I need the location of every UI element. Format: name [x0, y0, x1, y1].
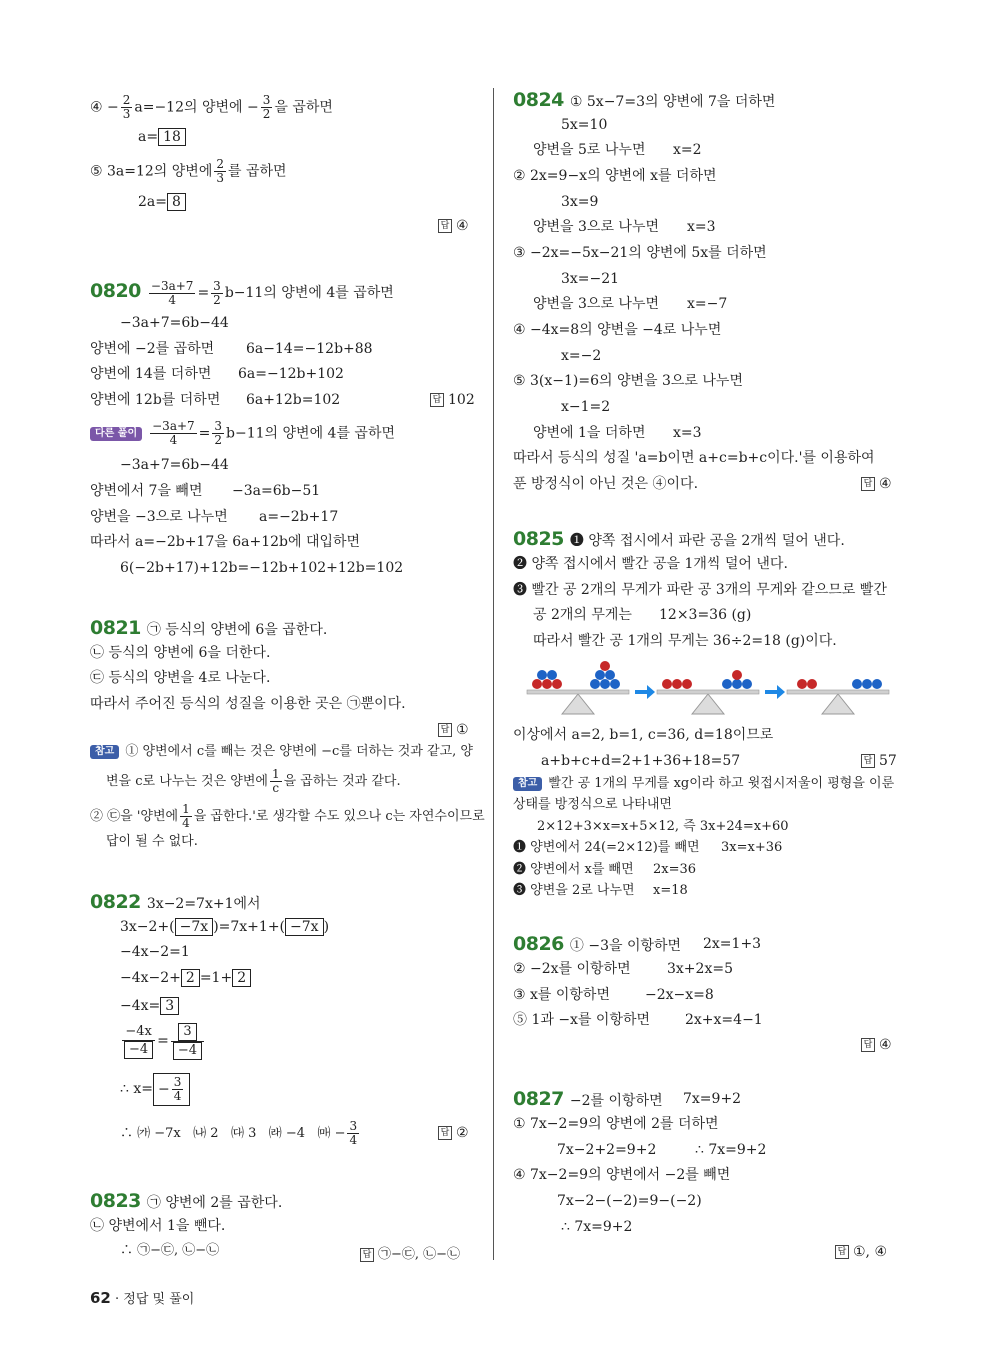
answer-value: ②: [456, 1125, 469, 1141]
blue-ball: [862, 679, 872, 689]
left-pan-balls: [532, 670, 562, 689]
answer-value: ①: [456, 722, 469, 738]
p0820-alt-line5: 6(−2b+17)+12b=−12b+102+12b=102: [120, 560, 404, 576]
fraction: [171, 1023, 204, 1060]
blue-ball: [600, 679, 610, 689]
page-number: 62: [90, 1289, 111, 1307]
text: ② ㉢을 '양변에: [90, 809, 179, 824]
p0827-line6: ∴ 7x=9+2: [561, 1219, 633, 1235]
p0820-line2-label: 양변에 −2를 곱하면: [90, 341, 215, 357]
fraction: [180, 803, 192, 830]
p0826-line3-eq: −2x−x=8: [645, 987, 714, 1003]
p0822-line1: [120, 917, 329, 937]
scale-base: [562, 694, 594, 714]
p0819-answer: [438, 218, 469, 234]
p0824-line9-label: 양변을 3으로 나누면: [533, 296, 659, 312]
numerator: 3: [262, 93, 271, 107]
blue-ball: [610, 679, 620, 689]
text: b−11의 양변에 4를 곱하면: [224, 285, 394, 301]
p0819-line2: [138, 127, 186, 147]
p0824-line14-eq: x=3: [673, 425, 702, 441]
numerator: 1: [271, 767, 280, 781]
p0825-line5: 따라서 빨간 공 1개의 무게는 36÷2=18 (g)이다.: [533, 633, 837, 649]
denominator: 2: [213, 292, 221, 307]
denominator: 2: [214, 433, 223, 447]
p0826-line2-eq: 3x+2x=5: [667, 961, 733, 977]
p0825-line4-label: 공 2개의 무게는: [533, 607, 632, 623]
p0826-line3-label: ③ x를 이항하면: [513, 987, 610, 1003]
answer-value: ④: [879, 1037, 892, 1053]
blue-ball: [537, 670, 547, 680]
answer-icon: 답: [861, 754, 875, 768]
p0820-alt-header: [90, 420, 395, 447]
answer-box: −4: [173, 1042, 202, 1060]
text: ① 양변에서 c를 빼는 것은 양변에 −c를 더하는 것과 같고, 양: [125, 744, 473, 759]
blue-ball: [872, 679, 882, 689]
p0822-answer: [438, 1125, 469, 1141]
fraction: [214, 158, 226, 185]
p0820-alt-line3-eq: a=−2b+17: [259, 509, 339, 525]
numerator: 2: [216, 157, 224, 171]
denominator: 4: [182, 816, 190, 830]
p0824-line8: 3x=−21: [561, 271, 620, 287]
answer-value: ㉠−㉢, ㉡−㉡: [378, 1247, 461, 1262]
p0827-answer: [835, 1244, 887, 1260]
p0820-line2-eq: 6a−14=−12b+88: [246, 341, 373, 357]
p0821-line2: ㉡ 등식의 양변에 6을 더한다.: [90, 645, 271, 661]
p0820-alt-line2-eq: −3a=6b−51: [232, 483, 321, 499]
p0819-line3: [90, 158, 287, 185]
p0825-note4-label: ❶ 양변에서 24(=2×12)를 빼면: [513, 840, 700, 855]
page-footer: [90, 1288, 194, 1307]
p0824-line5: 3x=9: [561, 194, 599, 210]
p0825-note4-eq: 3x=x+36: [721, 840, 783, 855]
text: 3x−2+(: [120, 919, 175, 935]
answer-box: −7x: [285, 918, 324, 936]
p0827-line2: ① 7x−2=9의 양변에 2를 더하면: [513, 1116, 719, 1132]
scale-beam: [527, 690, 629, 694]
p0825-line6: 이상에서 a=2, b=1, c=36, d=18이므로: [513, 727, 774, 743]
answer-icon: 답: [861, 1038, 875, 1052]
text: ∴ x=: [120, 1081, 153, 1097]
p0824-line15: 따라서 등식의 성질 'a=b이면 a+c=b+c이다.'를 이용하여: [513, 450, 875, 466]
red-ball: [542, 679, 552, 689]
right-pan-balls: [590, 661, 620, 689]
text: =1+: [199, 970, 233, 986]
text: −4x=: [120, 998, 161, 1014]
p0821-answer: [438, 722, 469, 738]
scale-beam: [657, 690, 759, 694]
answer-box: 3: [160, 997, 179, 1015]
p0820-line4-eq: 6a+12b=102: [246, 392, 341, 408]
text: a=: [138, 129, 159, 145]
red-ball: [600, 661, 610, 671]
red-ball: [672, 679, 682, 689]
p0824-line3-label: 양변을 5로 나누면: [533, 142, 646, 158]
red-ball: [682, 679, 692, 689]
arrow-icon: [635, 685, 655, 699]
p0822-line6: [120, 1070, 190, 1108]
p0827-line5: 7x−2−(−2)=9−(−2): [557, 1193, 702, 1209]
denominator: 4: [173, 1088, 182, 1103]
numerator: 3: [173, 1074, 182, 1089]
numerator: [171, 1023, 204, 1042]
p0824-line12: ⑤ 3(x−1)=6의 양변을 3으로 나누면: [513, 373, 743, 389]
p0825-note5-eq: 2x=36: [653, 862, 697, 877]
answer-box: [153, 1073, 190, 1106]
p0820-alt-line4: 따라서 a=−2b+17을 6a+12b에 대입하면: [90, 534, 361, 550]
answer-box: −4: [124, 1041, 153, 1059]
answer-value: 102: [448, 392, 475, 408]
scale-base: [822, 694, 854, 714]
scale-1: [527, 661, 629, 714]
numerator: 2: [122, 93, 131, 107]
problem-number: 0820: [90, 280, 141, 302]
answer-icon: 답: [360, 1248, 374, 1262]
fraction: [150, 420, 197, 447]
answer-box: 2: [232, 969, 251, 987]
blue-ball: [732, 679, 742, 689]
text: 2a=: [138, 194, 167, 210]
p0820-line1: −3a+7=6b−44: [120, 315, 229, 331]
denominator: 4: [349, 1133, 358, 1147]
p0824-line4: ② 2x=9−x의 양변에 x를 더하면: [513, 168, 717, 184]
p0825-note1: [513, 774, 894, 794]
p0825-answer: [861, 753, 897, 769]
blue-ball: [722, 679, 732, 689]
denominator: 4: [169, 433, 178, 447]
p0820-line3-eq: 6a=−12b+102: [238, 366, 344, 382]
p0825-note6-label: ❸ 양변을 2로 나누면: [513, 883, 635, 898]
p0826-answer: [861, 1037, 892, 1053]
text: ① −3을 이항하면: [569, 938, 682, 954]
p0824-line6-label: 양변을 3으로 나누면: [533, 219, 659, 235]
p0819-line1: [90, 94, 333, 121]
text: ❶ 양쪽 접시에서 파란 공을 2개씩 덜어 낸다.: [569, 533, 845, 549]
p0820-line4-label: 양변에 12b를 더하면: [90, 392, 221, 408]
answer-value: 57: [879, 753, 897, 769]
p0825-note3: 2×12+3×x=x+5×12, 즉 3x+24=x+60: [537, 819, 789, 834]
p0820-header: [90, 278, 394, 307]
p0822-line7: [120, 1120, 361, 1147]
note-tag: 참고: [90, 745, 119, 759]
text: a=−12의 양변에 −: [134, 99, 259, 116]
p0824-line10: ④ −4x=8의 양변을 −4로 나누면: [513, 322, 722, 338]
answer-icon: 답: [835, 1245, 849, 1259]
p0823-answer: [360, 1243, 460, 1262]
p0825-line3: ❸ 빨간 공 2개의 무게가 파란 공 3개의 무게와 같으므로 빨간: [513, 582, 887, 598]
answer-value: ①, ④: [853, 1244, 888, 1260]
text: ㉠ 양변에 2를 곱한다.: [146, 1195, 283, 1211]
p0824-answer: [861, 476, 892, 492]
text: 빨간 공 1개의 무게를 xg이라 하고 윗접시저울이 평형을 이룬: [548, 776, 895, 791]
numerator: 3: [214, 419, 223, 433]
alt-solution-tag: 다른 풀이: [90, 427, 142, 441]
p0822-line4: [120, 996, 179, 1016]
numerator: 1: [182, 802, 190, 816]
fraction: [121, 94, 133, 121]
fraction: [122, 1023, 155, 1059]
answer-box: 8: [167, 193, 186, 211]
denominator: 3: [122, 107, 131, 121]
p0827-line4: ④ 7x−2=9의 양변에서 −2를 빼면: [513, 1167, 731, 1183]
p0820-alt-line2-label: 양변에서 7을 빼면: [90, 483, 203, 499]
denominator: [171, 1042, 204, 1060]
note-tag: 참고: [513, 777, 542, 791]
answer-box: 3: [178, 1023, 196, 1041]
text: ⑤ 3a=12의 양변에: [90, 163, 213, 180]
text: −: [157, 1081, 170, 1097]
problem-number: 0825: [513, 528, 564, 550]
p0824-line13: x−1=2: [561, 399, 611, 415]
denominator: 2: [262, 107, 271, 121]
separator: ·: [115, 1292, 120, 1307]
blue-ball: [742, 679, 752, 689]
arrow-icon: [765, 685, 785, 699]
p0825-line2: ❷ 양쪽 접시에서 빨간 공을 1개씩 덜어 낸다.: [513, 556, 788, 572]
blue-ball: [590, 679, 600, 689]
p0822-line3: [120, 968, 251, 988]
p0824-line6-eq: x=3: [687, 219, 716, 235]
p0823-line2: ㉡ 양변에서 1을 뺀다.: [90, 1218, 226, 1234]
text: =: [198, 425, 211, 442]
denominator: [122, 1041, 155, 1059]
scale-beam: [787, 690, 889, 694]
text: )=7x+1+(: [213, 919, 286, 935]
text: 변을 c로 나누는 것은 양변에: [106, 774, 268, 789]
column-divider: [493, 88, 494, 1260]
text: ① 5x−7=3의 양변에 7을 더하면: [569, 94, 776, 110]
answer-value: ④: [456, 218, 469, 234]
text: ∴ ㈎ −7x ㈏ 2 ㈐ 3 ㈑ −4 ㈒ −: [120, 1126, 346, 1141]
blue-ball: [595, 670, 605, 680]
p0820-answer: [430, 392, 475, 408]
denominator: 4: [168, 292, 176, 307]
p0822-header: [90, 890, 261, 916]
text: −2를 이항하면: [569, 1093, 663, 1109]
red-ball: [797, 679, 807, 689]
p0821-note4: 답이 될 수 없다.: [106, 834, 198, 849]
fraction: [149, 280, 196, 307]
problem-number: 0826: [513, 933, 564, 955]
answer-box: −7x: [175, 918, 214, 936]
p0824-line2: 5x=10: [561, 117, 608, 133]
p0824-line11: x=−2: [561, 348, 602, 364]
text: 을 곱하는 것과 같다.: [283, 774, 401, 789]
blue-ball: [605, 670, 615, 680]
p0825-note2: 상태를 방정식으로 나타내면: [513, 797, 672, 812]
text: 을 곱하면: [274, 99, 333, 116]
p0826-line2-label: ② −2x를 이항하면: [513, 961, 631, 977]
answer-icon: 답: [861, 477, 875, 491]
scale-2: [657, 670, 759, 714]
answer-icon: 답: [438, 219, 452, 233]
numerator: 3: [349, 1119, 358, 1133]
answer-value: ④: [879, 476, 892, 492]
problem-number: 0823: [90, 1190, 141, 1212]
fraction: [347, 1120, 359, 1147]
p0826-line1-eq: 2x=1+3: [703, 936, 762, 952]
red-ball: [662, 679, 672, 689]
p0826-line1: [513, 932, 681, 958]
p0825-line7: a+b+c+d=2+1+36+18=57: [541, 753, 741, 769]
p0820-alt-line3-label: 양변을 −3으로 나누면: [90, 509, 228, 525]
fraction: [261, 94, 273, 121]
p0825-note5-label: ❷ 양변에서 x를 빼면: [513, 862, 634, 877]
problem-number: 0822: [90, 891, 141, 913]
red-ball: [552, 679, 562, 689]
text: b−11의 양변에 4를 곱하면: [226, 425, 396, 442]
p0824-line16: 푼 방정식이 아닌 것은 ④이다.: [513, 476, 699, 492]
p0822-line5: [120, 1022, 206, 1060]
p0827-line3-b: ∴ 7x=9+2: [695, 1142, 767, 1158]
text: ④ −: [90, 99, 119, 116]
p0825-line1: [513, 527, 845, 553]
p0823-line1: [90, 1189, 282, 1215]
p0825-note6-eq: x=18: [653, 883, 688, 898]
red-ball: [807, 679, 817, 689]
p0822-line2: −4x−2=1: [120, 944, 190, 960]
p0824-line3-eq: x=2: [673, 142, 702, 158]
text: =: [157, 1033, 169, 1049]
text: 3x−2=7x+1에서: [146, 896, 261, 912]
p0820-line3-label: 양변에 14를 더하면: [90, 366, 212, 382]
problem-number: 0824: [513, 89, 564, 111]
text: =: [197, 285, 210, 301]
p0821-note1: [90, 742, 473, 762]
p0821-line4: 따라서 주어진 등식의 성질을 이용한 곳은 ㉠뿐이다.: [90, 696, 406, 712]
fraction: [270, 768, 282, 795]
answer-icon: 답: [438, 723, 452, 737]
p0827-line1: [513, 1087, 663, 1113]
red-ball: [532, 679, 542, 689]
denominator: c: [272, 781, 280, 795]
p0821-line1: [90, 616, 327, 642]
p0824-line7: ③ −2x=−5x−21의 양변에 5x를 더하면: [513, 245, 767, 261]
p0824-line1: [513, 88, 775, 114]
numerator: −3a+7: [150, 278, 194, 293]
balance-scales-figure: [525, 654, 895, 718]
p0826-line4-label: ⑤ 1과 −x를 이항하면: [513, 1012, 651, 1028]
answer-icon: 답: [438, 1126, 452, 1140]
p0820-alt-line1: −3a+7=6b−44: [120, 457, 229, 473]
numerator: −3a+7: [152, 419, 195, 433]
fraction: [212, 420, 224, 447]
p0821-note3: [90, 803, 485, 830]
answer-box: 18: [158, 128, 186, 146]
fraction: [211, 280, 223, 307]
problem-number: 0821: [90, 617, 141, 639]
blue-ball: [852, 679, 862, 689]
p0821-note2: [106, 768, 401, 795]
text: 를 곱하면: [228, 163, 287, 180]
p0824-line14-label: 양변에 1을 더하면: [533, 425, 646, 441]
text: ): [323, 919, 330, 935]
numerator: 3: [213, 278, 221, 293]
denominator: 3: [216, 171, 224, 185]
p0825-line4-eq: 12×3=36 (g): [659, 607, 752, 623]
p0827-line3-a: 7x−2+2=9+2: [557, 1142, 657, 1158]
answer-icon: 답: [430, 393, 444, 407]
p0826-line4-eq: 2x+x=4−1: [685, 1012, 763, 1028]
text: 을 곱한다.'로 생각할 수도 있으나 c는 자연수이므로: [193, 809, 485, 824]
problem-number: 0827: [513, 1088, 564, 1110]
p0823-line3: ∴ ㉠−㉢, ㉡−㉡: [120, 1243, 220, 1258]
p0827-header-eq: 7x=9+2: [683, 1091, 742, 1107]
p0819-line4: [138, 192, 186, 212]
blue-ball: [547, 670, 557, 680]
answer-box: 2: [181, 969, 200, 987]
text: ㉠ 등식의 양변에 6을 곱한다.: [146, 622, 328, 638]
fraction: [172, 1076, 184, 1103]
p0821-line3: ㉢ 등식의 양변을 4로 나눈다.: [90, 670, 271, 686]
red-ball: [732, 670, 742, 680]
numerator: −4x: [122, 1023, 155, 1041]
footer-label: 정답 및 풀이: [123, 1292, 195, 1307]
scale-3: [787, 679, 889, 714]
p0824-line9-eq: x=−7: [687, 296, 728, 312]
text: −4x−2+: [120, 970, 181, 986]
scale-base: [692, 694, 724, 714]
